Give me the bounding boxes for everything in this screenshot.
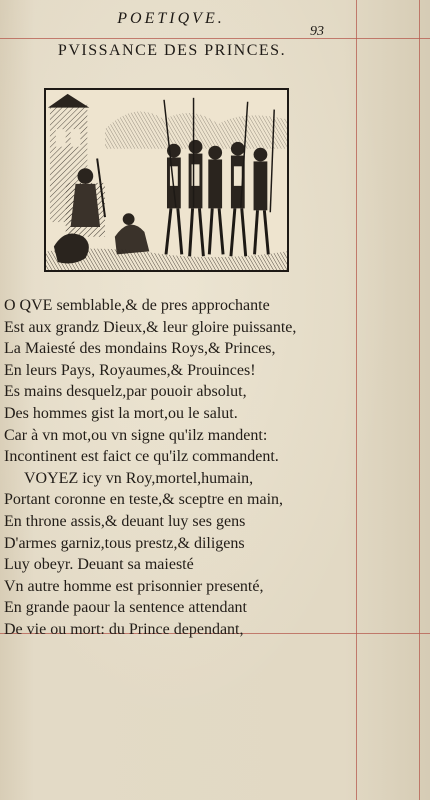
verse-line: De vie ou mort: du Prince dependant, (4, 620, 244, 638)
verse-line: Luy obeyr. Deuant sa maiesté (4, 556, 194, 574)
verse-line: VOYEZ icy vn Roy,mortel,humain, (24, 469, 254, 487)
verse-line: La Maiesté des mondains Roys,& Princes, (4, 340, 276, 358)
verse-line: Car à vn mot,ou vn signe qu'ilz mandent: (4, 426, 268, 444)
verse-line: Des hommes gist la mort,ou le salut. (4, 404, 238, 422)
page-number: 93 (310, 24, 324, 39)
top-ruling-line (0, 38, 430, 39)
verse-line: Es mains desquelz,par pouoir absolut, (4, 383, 247, 401)
outer-ruling-line (419, 0, 420, 800)
verse-line: Portant coronne en teste,& sceptre en main, (4, 491, 284, 509)
chapter-title: PVISSANCE DES PRINCES. (57, 42, 287, 59)
verse-line: En grande paour la sentence attendant (4, 599, 247, 617)
woodcut-illustration (44, 88, 289, 272)
verse-line: Vn autre homme est prisonnier presenté, (4, 577, 264, 595)
verse-line: En throne assis,& deuant luy ses gens (4, 512, 246, 530)
woodcut-royal-judgment-icon (46, 90, 287, 270)
verse-line: D'armes garniz,tous prestz,& diligens (4, 534, 245, 552)
running-head: POETIQVE. (117, 10, 225, 27)
verse-block (4, 295, 349, 641)
verse-line: O QVE semblable,& de pres approchante (4, 297, 270, 314)
verse-line: Incontinent est faict ce qu'ilz commandent. (4, 448, 279, 466)
margin-ruling-line (356, 0, 357, 800)
verse-line: En leurs Pays, Royaumes,& Prouinces! (4, 361, 256, 379)
verse-line: Est aux grandz Dieux,& leur gloire puissante, (4, 318, 297, 336)
